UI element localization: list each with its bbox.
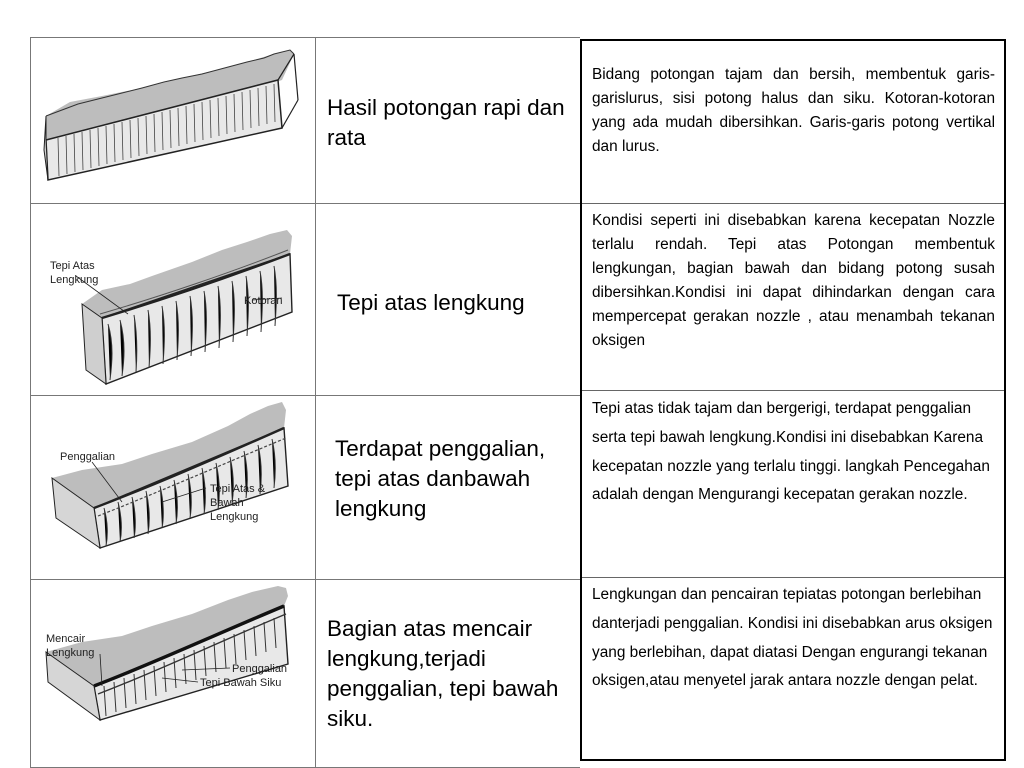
label-kotoran: Kotoran	[244, 295, 283, 307]
row-divider-3	[30, 579, 580, 580]
row-2-description: Kondisi seperti ini disebabkan karena kecepatan Nozzle terlalu rendah. Tepi atas Potongan membentuk lengkungan, bagian bawah dan bidang potong susah dibersihkan.Kondisi ini dapat dihindarkan dengan cara mempercepat gerakan nozzle , atau menambah tekanan oksigen	[592, 212, 995, 349]
table-top-border	[30, 37, 580, 38]
label-penggalian-2: Penggalian	[232, 663, 288, 675]
label-lengkung: Lengkung	[50, 274, 99, 286]
description-divider-1	[582, 203, 1004, 204]
column-divider	[315, 37, 316, 768]
row-4-title: Bagian atas mencair lengkung,terjadi penggalian, tepi bawah siku.	[327, 616, 559, 731]
label-bawah: Bawah	[210, 497, 244, 509]
description-divider-2	[582, 390, 1004, 391]
description-divider-3	[582, 577, 1004, 578]
row-2-title: Tepi atas lengkung	[337, 290, 525, 315]
label-tepi-atas: Tepi Atas	[50, 260, 95, 272]
illustration-melted-top	[42, 582, 308, 752]
row-1-description: Bidang potongan tajam dan bersih, membentuk garis-garislurus, sisi potong halus dan siku. Kotoran-kotoran yang ada mudah dibersihkan. Garis-garis potong vertikal dan lurus.	[592, 66, 995, 155]
row-3-description: Tepi atas tidak tajam dan bergerigi, terdapat penggalian serta tepi bawah lengkung.Kondisi ini disebabkan Karena kecepatan nozzle yang terlalu tinggi. langkah Pencegahan adalah dengan Mengurangi kecepatan gerakan nozzle.	[592, 400, 990, 504]
label-tepi-atas-bawah: Tepi Atas &	[210, 483, 266, 495]
table-left-border	[30, 37, 31, 768]
illustration-rounded-top-edge	[42, 214, 308, 390]
illustration-gouging	[42, 398, 308, 576]
label-mencair: Mencair	[46, 633, 86, 645]
label-lengkung-3: Lengkung	[46, 647, 95, 659]
label-lengkung-2: Lengkung	[210, 511, 259, 523]
description-column	[580, 39, 1006, 761]
row-divider-1	[30, 203, 580, 204]
row-4-description: Lengkungan dan pencairan tepiatas potongan berlebihan danterjadi penggalian. Kondisi ini disebabkan arus oksigen yang berlebihan, dapat diatasi Dengan engurangi tekanan oksigen,atau menyetel jarak antara nozzle dengan pelat.	[592, 586, 993, 690]
row-3-title: Terdapat penggalian, tepi atas danbawah lengkung	[335, 436, 546, 521]
illustration-clean-cut	[42, 40, 308, 190]
label-penggalian: Penggalian	[60, 451, 116, 463]
row-divider-2	[30, 395, 580, 396]
row-1-title: Hasil potongan rapi dan rata	[327, 95, 565, 150]
label-tepi-bawah-siku: Tepi Bawah Siku	[200, 677, 282, 689]
